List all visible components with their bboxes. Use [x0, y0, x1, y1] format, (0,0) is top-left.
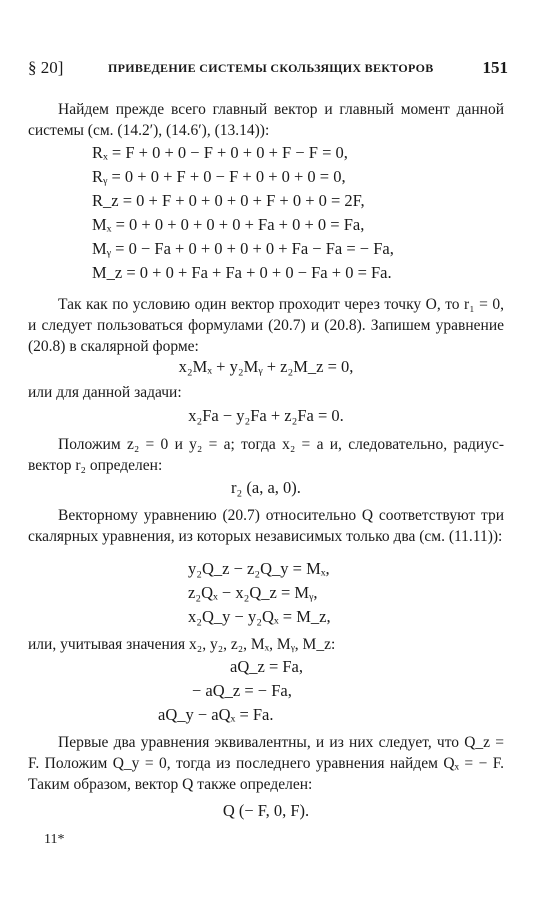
paragraph-vector-eq: Векторному уравнению (20.7) относительно Q соответствуют три скалярных уравнения, из которых независимых только два (см. (11.11)): [28, 507, 504, 545]
signature-mark: 11* [44, 832, 65, 847]
page-number: 151 [482, 58, 508, 77]
equation-aqz: aQ_z = Fa, [230, 657, 303, 676]
equation-scalar-form: x₂Mₓ + y₂Mᵧ + z₂M_z = 0, [178, 357, 354, 376]
equation-my: Mᵧ = 0 − Fa + 0 + 0 + 0 + 0 + Fa − Fa = − Fa, [92, 239, 394, 258]
equation-q2: z₂Qₓ − x₂Q_z = Mᵧ, [188, 583, 318, 602]
equation-r2: r₂ (a, a, 0). [231, 478, 301, 497]
equation-aqy: aQ_y − aQₓ = Fa. [158, 705, 274, 724]
equation-rz: R_z = 0 + F + 0 + 0 + 0 + F + 0 + 0 = 2F, [92, 191, 365, 210]
equation-neg-aqz: − aQ_z = − Fa, [192, 681, 292, 700]
section-marker: § 20] [28, 58, 64, 77]
equation-q1: y₂Q_z − z₂Q_y = Mₓ, [188, 559, 330, 578]
paragraph-condition: Так как по условию один вектор проходит через точку O, то r₁ = 0, и следует пользоваться формулами (20.7) и (20.8). Запишем уравнение (20.8) в скалярной форме: [28, 296, 504, 355]
running-header [28, 58, 508, 82]
equation-q-vector: Q (− F, 0, F). [222, 801, 310, 820]
equation-problem: x₂Fa − y₂Fa + z₂Fa = 0. [188, 406, 344, 425]
equation-ry: Rᵧ = 0 + 0 + F + 0 − F + 0 + 0 + 0 = 0, [92, 167, 346, 186]
paragraph-conclusion: Первые два уравнения эквивалентны, и из них следует, что Q_z = F. Положим Q_y = 0, тогда из последнего уравнения найдем Qₓ = − F. Таким образом, вектор Q также определен: [28, 734, 504, 793]
running-title: ПРИВЕДЕНИЕ СИСТЕМЫ СКОЛЬЗЯЩИХ ВЕКТОРОВ [108, 61, 434, 75]
equation-mz: M_z = 0 + 0 + Fa + Fa + 0 + 0 − Fa + 0 = Fa. [92, 263, 392, 282]
paragraph-let: Положим z₂ = 0 и y₂ = a; тогда x₂ = a и, следовательно, радиус-вектор r₂ определен: [28, 436, 504, 474]
equation-rx: Rₓ = F + 0 + 0 − F + 0 + 0 + F − F = 0, [92, 143, 348, 162]
equation-mx: Mₓ = 0 + 0 + 0 + 0 + 0 + Fa + 0 + 0 = Fa, [92, 215, 365, 234]
paragraph-given-values: или, учитывая значения x₂, y₂, z₂, Mₓ, Mᵧ, M_z: [28, 636, 336, 653]
paragraph-for-problem: или для данной задачи: [28, 384, 182, 401]
paragraph-intro: Найдем прежде всего главный вектор и главный момент данной системы (см. (14.2′), (14.6′), (13.14)): [28, 101, 504, 139]
equation-q3: x₂Q_y − y₂Qₓ = M_z, [188, 607, 331, 626]
